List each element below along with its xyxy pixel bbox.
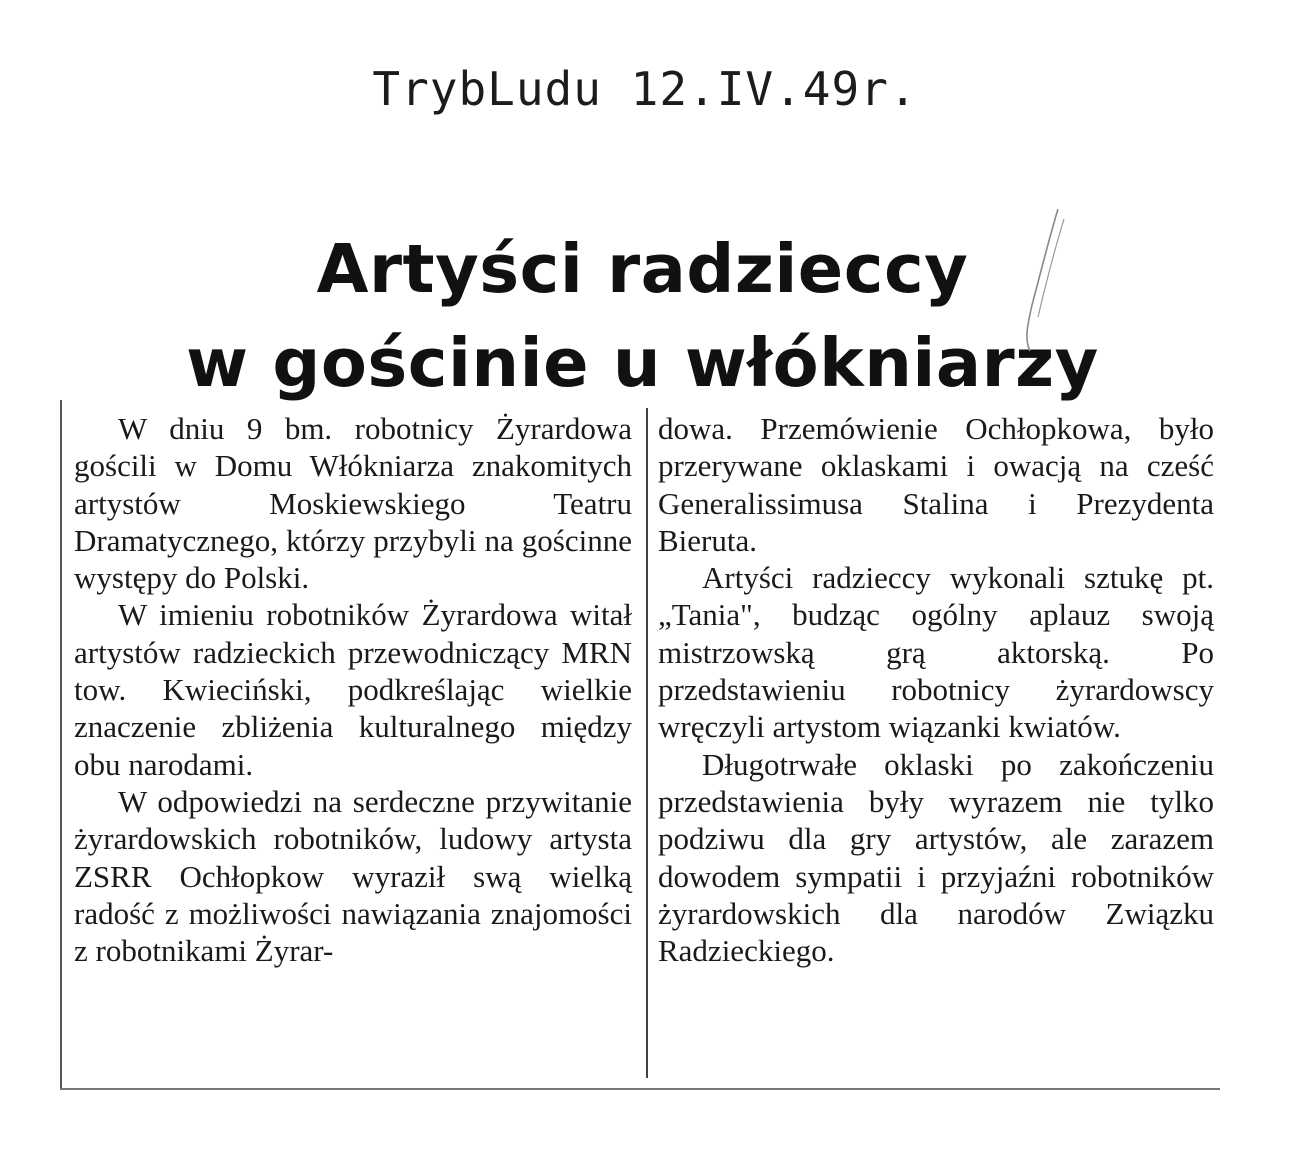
column-divider xyxy=(646,408,648,1078)
right-paragraph-3: Długotrwałe oklaski po zakończeniu przedstawienia były wyrazem nie tylko podziwu dla gry artystów, ale zarazem dowodem sympatii i przyjaźni robotników żyrardowskich dla narodów Związku Radzieckiego. xyxy=(658,746,1214,969)
article-column-left xyxy=(74,410,632,969)
left-paragraph-3: W odpowiedzi na serdeczne przywitanie żyrardowskich robotników, ludowy artysta ZSRR Ochłopkow wyraził swą wielką radość z możliwości nawiązania znajomości z robotnikami Żyrar- xyxy=(74,783,632,969)
typed-source-note: TrybLudu 12.IV.49r. xyxy=(372,62,918,116)
clipping-left-edge xyxy=(60,400,62,1090)
left-paragraph-1: W dniu 9 bm. robotnicy Żyrardowa gościli w Domu Włókniarza znakomitych artystów Moskiewskiego Teatru Dramatycznego, którzy przybyli na gościnne występy do Polski. xyxy=(74,411,632,596)
pencil-mark-icon xyxy=(1010,205,1070,355)
right-paragraph-2: Artyści radzieccy wykonali sztukę pt. „Tania", budząc ogólny aplauz swoją mistrzowską grą aktorską. Po przedstawieniu robotnicy żyrardowscy wręczyli artystom wiązanki kwiatów. xyxy=(658,560,1214,745)
article-column-right xyxy=(658,410,1214,969)
headline-line-1: Artyści radzieccy xyxy=(316,230,969,308)
headline-line-2: w gościnie u włókniarzy xyxy=(186,324,1099,402)
clipping-bottom-edge xyxy=(60,1088,1220,1090)
left-paragraph-2: W imieniu robotników Żyrardowa witał artystów radzieckich przewodniczący MRN tow. Kwieciński, podkreślając wielkie znaczenie zbliżenia kulturalnego między obu narodami. xyxy=(74,597,632,782)
right-paragraph-1: dowa. Przemówienie Ochłopkowa, było przerywane oklaskami i owacją na cześć Generalissimusa Stalina i Prezydenta Bieruta. xyxy=(658,411,1214,558)
